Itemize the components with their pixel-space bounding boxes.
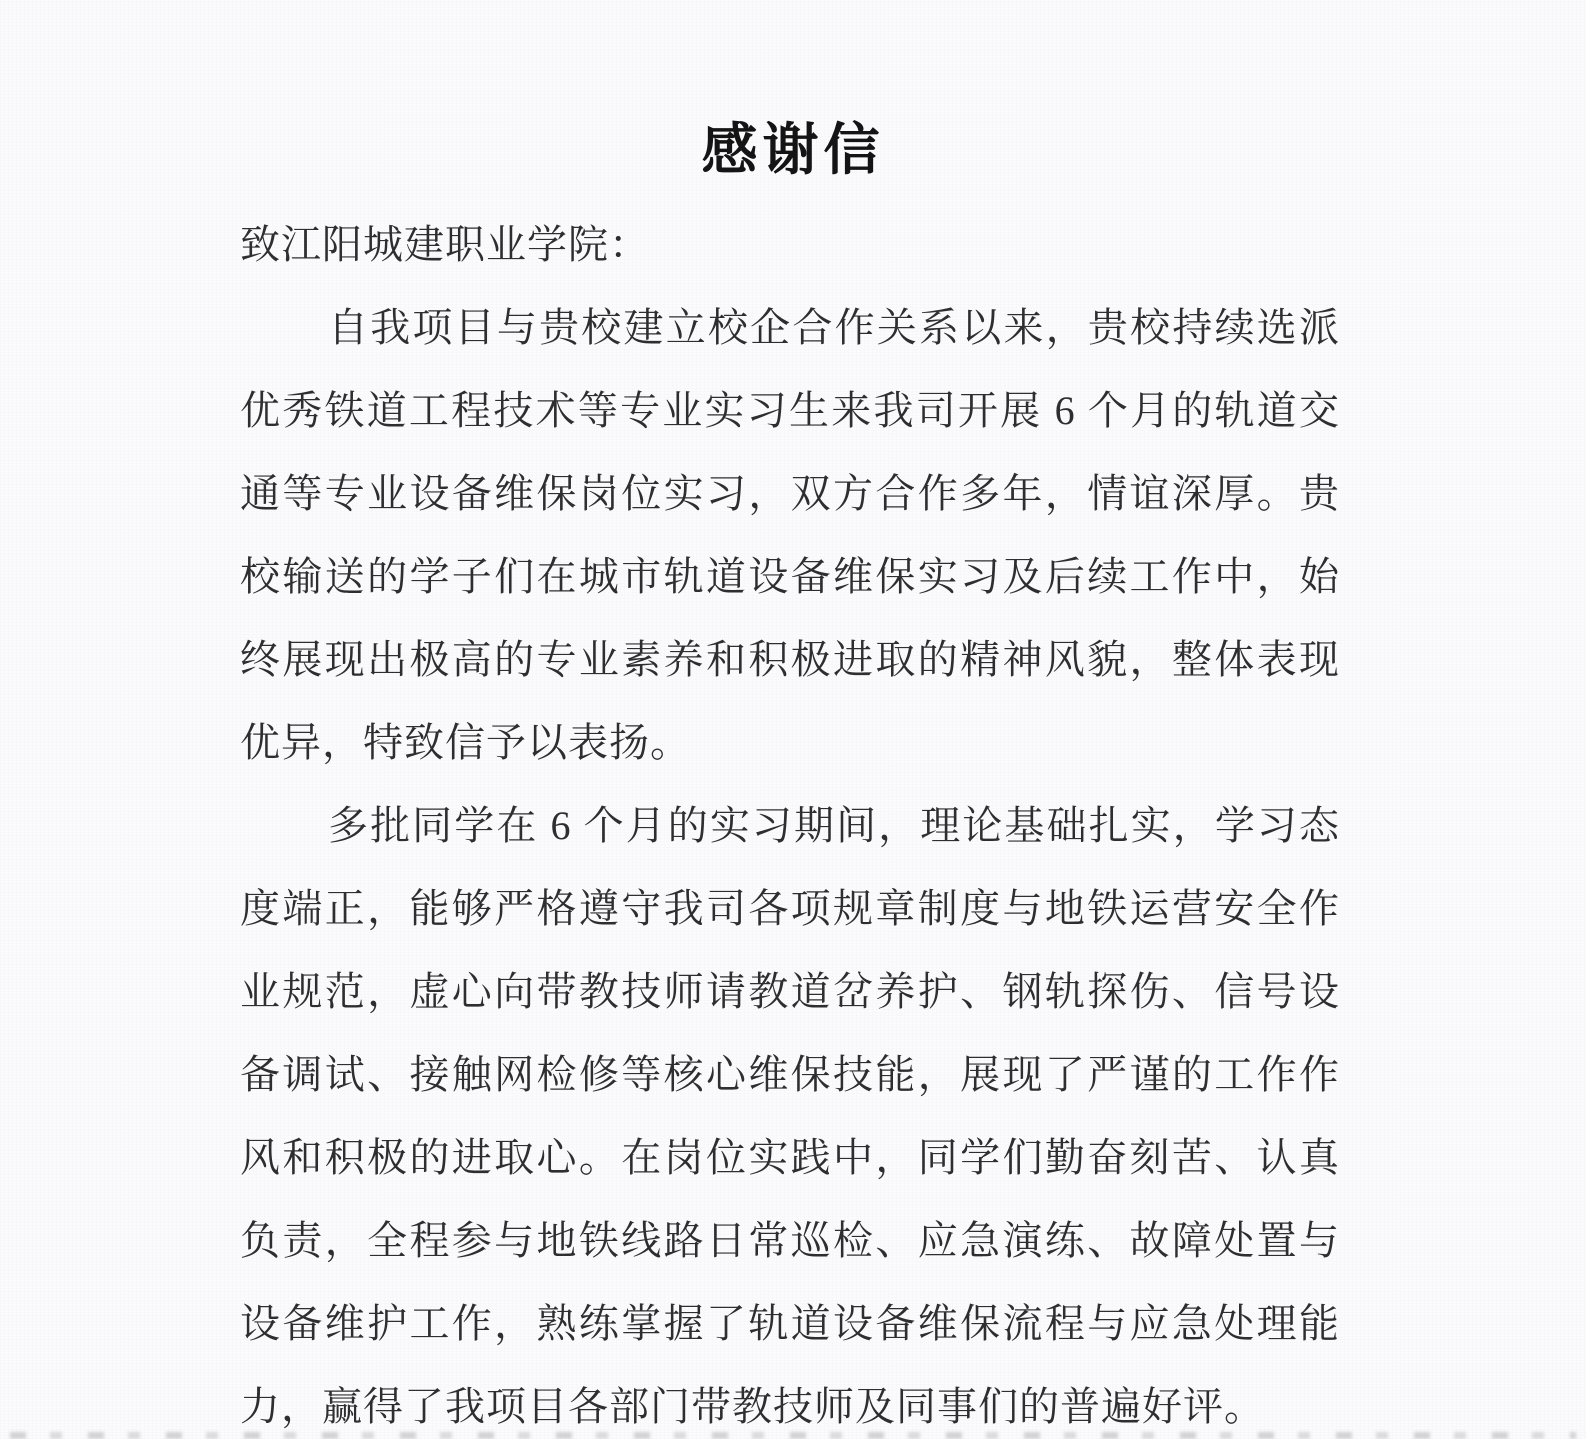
paragraphs [240, 286, 1340, 1439]
document-line: 终展现出极高的专业素养和积极进取的精神风貌，整体表现 [240, 637, 1340, 682]
document-line: 优异，特致信予以表扬。 [240, 720, 691, 765]
salutation-line: 致江阳城建职业学院： [240, 222, 650, 267]
letter-body [240, 203, 1340, 1439]
document-line: 通等专业设备维保岗位实习，双方合作多年，情谊深厚。贵 [240, 471, 1340, 516]
document-line: 力，赢得了我项目各部门带教技师及同事们的普遍好评。 [240, 1384, 1265, 1429]
letter-title: 感谢信 [701, 119, 885, 182]
document-line: 备调试、接触网检修等核心维保技能，展现了严谨的工作作 [240, 1052, 1340, 1097]
document-line: 业规范，虚心向带教技师请教道岔养护、钢轨探伤、信号设 [240, 969, 1340, 1014]
document-line: 自我项目与贵校建立校企合作关系以来，贵校持续选派 [328, 305, 1340, 350]
document-line: 多批同学在 6 个月的实习期间，理论基础扎实，学习态 [328, 803, 1340, 848]
next-line-cutoff-artifact [10, 1432, 1576, 1439]
document-line: 风和积极的进取心。在岗位实践中，同学们勤奋刻苦、认真 [240, 1135, 1340, 1180]
document-line: 设备维护工作，熟练掌握了轨道设备维保流程与应急处理能 [240, 1301, 1340, 1346]
document-line: 优秀铁道工程技术等专业实习生来我司开展 6 个月的轨道交 [240, 388, 1340, 433]
document-line: 度端正，能够严格遵守我司各项规章制度与地铁运营安全作 [240, 886, 1340, 931]
document-line: 负责，全程参与地铁线路日常巡检、应急演练、故障处置与 [240, 1218, 1340, 1263]
document-line: 校输送的学子们在城市轨道设备维保实习及后续工作中，始 [240, 554, 1340, 599]
